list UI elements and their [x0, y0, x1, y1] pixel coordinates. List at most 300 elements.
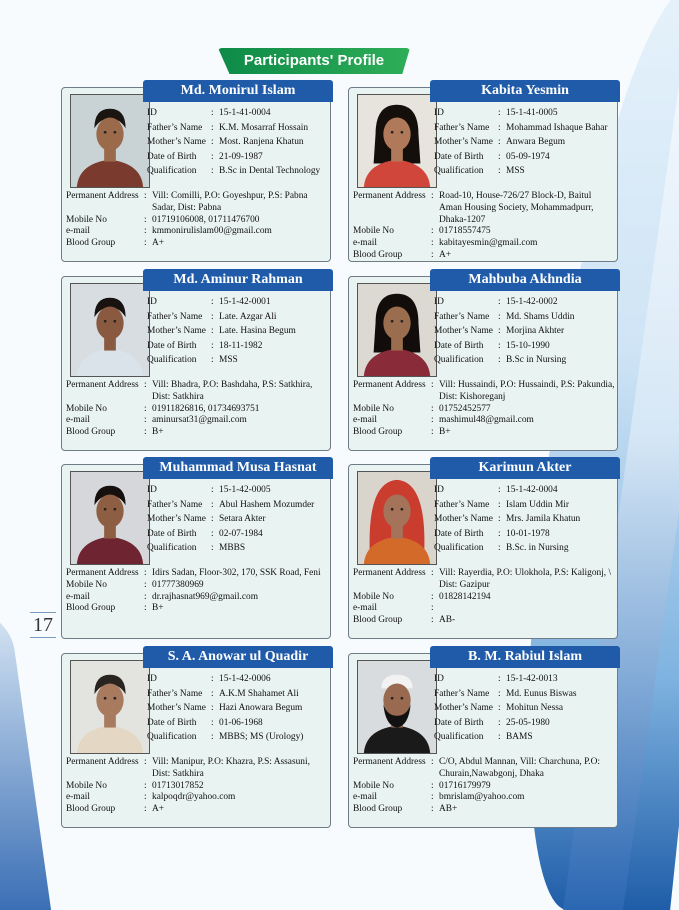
field-email [66, 226, 328, 238]
field-mobile [66, 781, 328, 793]
field-id [434, 672, 616, 687]
field-value: Most. Ranjena Khatun [219, 137, 304, 148]
field-label: Mother’s Name [434, 703, 493, 714]
participant-card [348, 272, 618, 451]
participant-name: Karimun Akter [430, 457, 620, 479]
participant-photo [70, 471, 150, 565]
field-value: 15-1-42-0002 [506, 297, 558, 307]
participant-contact [353, 191, 615, 262]
field-value: 02-07-1984 [219, 528, 263, 539]
field-separator: : [211, 499, 214, 510]
field-value: 15-1-42-0006 [219, 674, 271, 684]
field-separator: : [498, 703, 501, 714]
participant-contact [66, 380, 328, 439]
field-dob [147, 150, 329, 165]
field-separator: : [211, 297, 214, 307]
participant-details [147, 672, 329, 745]
field-value: 05-09-1974 [506, 151, 550, 162]
field-label: Qualification [434, 543, 484, 554]
field-value: Road-10, House-726/27 Block-D, Baitul Aman Housing Society, Mohammadpurr, Dhaka-1207 [439, 191, 594, 225]
field-label: Mobile No [66, 579, 107, 590]
field-separator: : [144, 568, 147, 578]
field-value: B+ [439, 427, 451, 438]
field-value: 15-1-42-0013 [506, 674, 558, 684]
field-separator: : [211, 166, 214, 177]
field-label: Mobile No [66, 780, 107, 791]
field-value: Idirs Sadan, Floor-302, 170, SSK Road, Feni [152, 568, 321, 578]
participant-card [61, 83, 331, 262]
participant-contact [353, 757, 615, 816]
field-separator: : [498, 514, 501, 525]
field-separator: : [211, 688, 214, 699]
field-separator: : [498, 311, 501, 322]
field-mobile [353, 592, 615, 604]
field-value: Hazi Anowara Begum [219, 703, 303, 714]
field-value: 01-06-1968 [219, 717, 263, 728]
field-label: Mother’s Name [147, 326, 206, 337]
field-label: Date of Birth [434, 528, 484, 539]
field-value: 01752452577 [439, 403, 491, 414]
field-value: K.M. Mosarraf Hossain [219, 122, 309, 133]
field-separator: : [211, 108, 214, 118]
field-separator: : [431, 603, 434, 614]
field-label: Father’s Name [147, 688, 203, 699]
field-label: Mobile No [66, 403, 107, 414]
field-separator: : [431, 238, 434, 249]
field-separator: : [431, 403, 434, 414]
field-value: BAMS [506, 732, 533, 743]
field-value: Md. Shams Uddin [506, 311, 575, 322]
field-label: Father’s Name [434, 688, 490, 699]
field-label: Father’s Name [147, 122, 203, 133]
field-separator: : [498, 732, 501, 743]
field-separator: : [211, 717, 214, 728]
field-value: AB- [439, 615, 456, 626]
field-separator: : [431, 591, 434, 602]
field-blood [66, 238, 328, 250]
field-separator: : [498, 151, 501, 162]
field-separator: : [498, 543, 501, 554]
field-separator: : [211, 514, 214, 525]
field-mother [147, 512, 329, 527]
field-value: mashimul48@gmail.com [439, 415, 534, 426]
field-value: kmmonirulislam00@gmail.com [152, 226, 272, 237]
field-value: Late. Azgar Ali [219, 311, 277, 322]
participant-details [147, 483, 329, 556]
participant-contact [353, 380, 615, 439]
field-father [147, 498, 329, 513]
participant-name: Md. Aminur Rahman [143, 269, 333, 291]
field-label: Qualification [434, 732, 484, 743]
field-mother [434, 701, 616, 716]
participant-contact [66, 568, 328, 615]
field-father [434, 310, 616, 325]
field-label: Date of Birth [147, 528, 197, 539]
field-mobile [66, 404, 328, 416]
field-separator: : [498, 717, 501, 728]
field-id [434, 106, 616, 121]
field-label: e-mail [66, 226, 90, 237]
field-value: bmrislam@yahoo.com [439, 792, 525, 803]
field-dob [434, 527, 616, 542]
field-label: Qualification [147, 732, 197, 743]
field-value: 18-11-1982 [219, 340, 263, 351]
field-value: 01777380969 [152, 579, 204, 590]
field-separator: : [211, 326, 214, 337]
field-blood [66, 603, 328, 615]
field-id [147, 106, 329, 121]
field-label: Permanent Address [353, 568, 426, 578]
field-address [66, 380, 328, 404]
field-separator: : [144, 380, 147, 390]
field-separator: : [498, 485, 501, 495]
field-dob [147, 339, 329, 354]
field-value: Vill: Manipur, P.O: Khazra, P.S: Assasuni, Dist: Satkhira [152, 757, 310, 779]
field-email [353, 792, 615, 804]
field-separator: : [431, 792, 434, 803]
field-value: Vill: Comilli, P.O: Goyeshpur, P.S: Pabna Sadar, Dist: Pabna [152, 191, 308, 213]
field-separator: : [211, 674, 214, 684]
field-separator: : [498, 108, 501, 118]
field-blood [353, 250, 615, 262]
field-label: e-mail [66, 591, 90, 602]
participant-details [434, 483, 616, 556]
field-mother [434, 135, 616, 150]
participant-card [61, 272, 331, 451]
field-separator: : [211, 732, 214, 743]
field-label: Father’s Name [434, 311, 490, 322]
field-separator: : [144, 603, 147, 614]
background-wave-left [0, 610, 51, 910]
field-separator: : [498, 297, 501, 307]
field-label: ID [434, 297, 444, 307]
field-qualification [434, 353, 616, 368]
field-value: Islam Uddin Mir [506, 499, 570, 510]
field-label: Permanent Address [353, 191, 426, 201]
field-label: Qualification [434, 355, 484, 366]
field-value: 01719106008, 01711476700 [152, 214, 260, 225]
field-label: Mother’s Name [434, 137, 493, 148]
field-email [353, 238, 615, 250]
field-label: Father’s Name [434, 499, 490, 510]
field-value: B.Sc. in Nursing [506, 543, 569, 554]
field-label: Date of Birth [434, 151, 484, 162]
field-label: ID [147, 108, 157, 118]
field-address [353, 568, 615, 592]
field-separator: : [498, 355, 501, 366]
field-value: 21-09-1987 [219, 151, 263, 162]
field-label: e-mail [353, 238, 377, 249]
participant-card [348, 649, 618, 828]
field-separator: : [431, 615, 434, 626]
field-label: Mother’s Name [147, 137, 206, 148]
field-value: 15-1-42-0004 [506, 485, 558, 495]
field-id [147, 672, 329, 687]
field-mobile [353, 781, 615, 793]
field-qualification [147, 541, 329, 556]
field-label: Mobile No [353, 403, 394, 414]
field-separator: : [211, 151, 214, 162]
field-separator: : [498, 122, 501, 133]
participant-details [434, 672, 616, 745]
field-value: 15-1-42-0005 [219, 485, 271, 495]
field-separator: : [211, 528, 214, 539]
field-label: e-mail [66, 792, 90, 803]
field-father [147, 121, 329, 136]
field-qualification [147, 730, 329, 745]
field-label: Date of Birth [434, 717, 484, 728]
participant-card [348, 460, 618, 639]
field-email [66, 415, 328, 427]
field-value: 01718557475 [439, 226, 491, 237]
field-value: 01911826816, 01734693751 [152, 403, 260, 414]
participant-name: Kabita Yesmin [430, 80, 620, 102]
field-separator: : [144, 757, 147, 767]
field-separator: : [144, 780, 147, 791]
field-label: ID [434, 485, 444, 495]
field-separator: : [431, 380, 434, 390]
field-label: Father’s Name [147, 499, 203, 510]
field-dob [147, 527, 329, 542]
field-value: Anwara Begum [506, 137, 566, 148]
participant-details [434, 106, 616, 179]
field-value: kabitayesmin@gmail.com [439, 238, 538, 249]
field-father [434, 121, 616, 136]
participant-photo [357, 283, 437, 377]
field-value: 15-1-42-0001 [219, 297, 271, 307]
field-father [147, 687, 329, 702]
field-label: Blood Group [353, 615, 403, 626]
field-label: Date of Birth [147, 340, 197, 351]
field-value [439, 603, 615, 615]
field-separator: : [144, 591, 147, 602]
field-value: Abul Hashem Mozumder [219, 499, 315, 510]
participant-name: Muhammad Musa Hasnat [143, 457, 333, 479]
field-separator: : [144, 226, 147, 237]
field-value: 15-1-41-0004 [219, 108, 271, 118]
field-value: MSS [506, 166, 525, 177]
field-dob [434, 716, 616, 731]
participant-photo [70, 660, 150, 754]
field-label: Mobile No [66, 214, 107, 225]
field-separator: : [498, 326, 501, 337]
field-label: Blood Group [66, 603, 116, 614]
field-value: Mrs. Jamila Khatun [506, 514, 581, 525]
field-separator: : [144, 403, 147, 414]
field-label: Date of Birth [147, 717, 197, 728]
field-blood [353, 804, 615, 816]
field-separator: : [431, 191, 434, 201]
field-label: Blood Group [66, 804, 116, 815]
participant-photo [70, 283, 150, 377]
field-value: 01713017852 [152, 780, 204, 791]
field-separator: : [144, 238, 147, 249]
field-separator: : [498, 499, 501, 510]
participant-name: B. M. Rabiul Islam [430, 646, 620, 668]
field-email [66, 792, 328, 804]
field-value: B.Sc in Dental Technology [219, 166, 321, 177]
participant-details [434, 295, 616, 368]
field-value: A+ [152, 238, 165, 249]
field-blood [66, 804, 328, 816]
field-label: ID [434, 674, 444, 684]
participant-card [348, 83, 618, 262]
field-value: Morjina Akhter [506, 326, 565, 337]
field-value: Setara Akter [219, 514, 266, 525]
field-qualification [434, 164, 616, 179]
field-separator: : [498, 674, 501, 684]
field-value: B.Sc in Nursing [506, 355, 567, 366]
field-email [66, 592, 328, 604]
field-label: Permanent Address [66, 757, 139, 767]
field-label: Date of Birth [147, 151, 197, 162]
field-separator: : [211, 122, 214, 133]
participant-photo [357, 94, 437, 188]
field-label: e-mail [353, 603, 377, 614]
field-id [434, 295, 616, 310]
field-label: Mother’s Name [147, 514, 206, 525]
field-label: Mobile No [353, 226, 394, 237]
field-label: Qualification [434, 166, 484, 177]
field-blood [353, 427, 615, 439]
page-title: Participants' Profile [243, 52, 385, 69]
field-label: e-mail [66, 415, 90, 426]
field-label: ID [147, 674, 157, 684]
field-value: MBBS; MS (Urology) [219, 732, 304, 743]
field-value: 01716179979 [439, 780, 491, 791]
field-address [66, 191, 328, 215]
field-separator: : [211, 703, 214, 714]
field-separator: : [431, 804, 434, 815]
field-separator: : [144, 427, 147, 438]
field-mobile [353, 226, 615, 238]
field-separator: : [498, 688, 501, 699]
field-label: Mother’s Name [147, 703, 206, 714]
field-mother [434, 512, 616, 527]
field-separator: : [144, 214, 147, 225]
field-label: Father’s Name [434, 122, 490, 133]
field-value: Late. Hasina Begum [219, 326, 296, 337]
participant-contact [353, 568, 615, 627]
field-separator: : [211, 485, 214, 495]
field-separator: : [431, 249, 434, 260]
participant-contact [66, 191, 328, 250]
field-separator: : [211, 340, 214, 351]
field-separator: : [211, 355, 214, 366]
field-dob [434, 150, 616, 165]
field-address [66, 757, 328, 781]
field-value: 25-05-1980 [506, 717, 550, 728]
field-label: e-mail [353, 792, 377, 803]
field-label: Date of Birth [434, 340, 484, 351]
field-label: Mother’s Name [434, 514, 493, 525]
field-blood [66, 427, 328, 439]
field-value: MBBS [219, 543, 246, 554]
participant-card [61, 649, 331, 828]
page-number: 17 [30, 612, 56, 638]
field-separator: : [144, 579, 147, 590]
participant-name: Mahbuba Akhndia [430, 269, 620, 291]
field-label: Father’s Name [147, 311, 203, 322]
field-mobile [66, 580, 328, 592]
field-mother [147, 135, 329, 150]
field-qualification [147, 353, 329, 368]
field-id [147, 483, 329, 498]
field-mother [434, 324, 616, 339]
field-dob [147, 716, 329, 731]
field-label: Permanent Address [353, 757, 426, 767]
field-qualification [434, 541, 616, 556]
field-value: A.K.M Shahamet Ali [219, 688, 299, 699]
field-separator: : [498, 340, 501, 351]
field-label: Mobile No [353, 591, 394, 602]
field-mobile [353, 404, 615, 416]
field-value: C/O, Abdul Mannan, Vill: Charchuna, P.O: Churain,Nawabgonj, Dhaka [439, 757, 600, 779]
field-value: MSS [219, 355, 238, 366]
participant-name: Md. Monirul Islam [143, 80, 333, 102]
field-value: dr.rajhasnat969@gmail.com [152, 591, 259, 602]
field-father [434, 498, 616, 513]
field-value: 01828142194 [439, 591, 491, 602]
field-separator: : [431, 415, 434, 426]
field-address [353, 757, 615, 781]
field-separator: : [431, 568, 434, 578]
participant-name: S. A. Anowar ul Quadir [143, 646, 333, 668]
field-value: 10-01-1978 [506, 528, 550, 539]
field-label: ID [434, 108, 444, 118]
field-separator: : [431, 226, 434, 237]
field-label: Qualification [147, 166, 197, 177]
field-separator: : [498, 137, 501, 148]
field-value: 15-10-1990 [506, 340, 550, 351]
field-label: Blood Group [353, 427, 403, 438]
field-value: kalpoqdr@yahoo.com [152, 792, 236, 803]
field-separator: : [211, 137, 214, 148]
field-mobile [66, 215, 328, 227]
field-value: Mohitun Nessa [506, 703, 564, 714]
field-father [147, 310, 329, 325]
field-separator: : [431, 427, 434, 438]
field-value: B+ [152, 427, 164, 438]
field-label: Permanent Address [66, 191, 139, 201]
participant-card [61, 460, 331, 639]
field-value: Vill: Bhadra, P.O: Bashdaha, P.S: Satkhira, Dist: Satkhira [152, 380, 313, 402]
field-label: Blood Group [353, 249, 403, 260]
participant-photo [70, 94, 150, 188]
field-separator: : [144, 792, 147, 803]
field-mother [147, 701, 329, 716]
field-label: ID [147, 297, 157, 307]
field-separator: : [498, 166, 501, 177]
field-separator: : [498, 528, 501, 539]
field-dob [434, 339, 616, 354]
field-label: Permanent Address [66, 568, 139, 578]
field-value: Vill: Rayerdia, P.O: Ulokhola, P.S: Kaligonj, \ Dist: Gazipur [439, 568, 612, 590]
field-mother [147, 324, 329, 339]
field-blood [353, 615, 615, 627]
field-label: Blood Group [353, 804, 403, 815]
field-address [353, 191, 615, 226]
field-value: Mohammad Ishaque Bahar [506, 122, 608, 133]
field-label: Mobile No [353, 780, 394, 791]
field-label: Blood Group [66, 238, 116, 249]
field-separator: : [144, 804, 147, 815]
field-value: AB+ [439, 804, 458, 815]
field-value: Vill: Hussaindi, P.O: Hussaindi, P.S: Pakundia, Dist: Kishoreganj [439, 380, 615, 402]
field-separator: : [144, 415, 147, 426]
field-address [353, 380, 615, 404]
field-label: Qualification [147, 543, 197, 554]
